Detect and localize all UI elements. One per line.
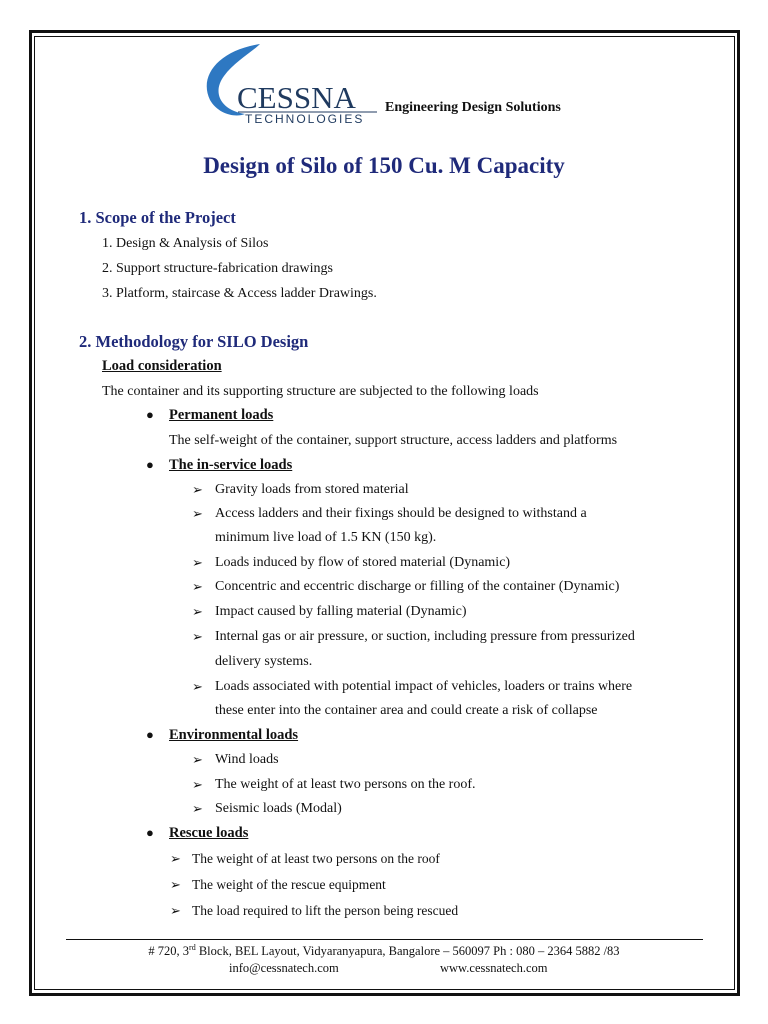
inservice-item: Internal gas or air pressure, or suction, including pressure from pressurized <box>215 629 635 644</box>
bullet-icon: ● <box>146 457 154 472</box>
arrow-bullet-icon: ➢ <box>170 878 181 893</box>
footer-address <box>0 944 768 959</box>
inservice-item: Concentric and eccentric discharge or filling of the container (Dynamic) <box>215 579 620 594</box>
rescue-item: The weight of at least two persons on the roof <box>192 851 440 866</box>
arrow-bullet-icon: ➢ <box>192 580 203 595</box>
footer-divider <box>66 939 703 940</box>
arrow-bullet-icon: ➢ <box>192 483 203 498</box>
section2-heading: 2. Methodology for SILO Design <box>79 332 309 351</box>
inservice-item: Gravity loads from stored material <box>215 482 409 497</box>
environmental-item: The weight of at least two persons on the roof. <box>215 777 476 792</box>
footer-address-sup: rd <box>189 942 196 952</box>
document-title: Design of Silo of 150 Cu. M Capacity <box>203 153 565 178</box>
environmental-item: Wind loads <box>215 752 279 767</box>
permanent-loads-text: The self-weight of the container, support structure, access ladders and platforms <box>169 433 618 448</box>
bullet-icon: ● <box>146 407 154 422</box>
inservice-item-continued: minimum live load of 1.5 KN (150 kg). <box>215 530 437 545</box>
rescue-item: The weight of the rescue equipment <box>192 877 386 892</box>
scope-item: 1. Design & Analysis of Silos <box>102 236 269 251</box>
arrow-bullet-icon: ➢ <box>192 680 203 695</box>
arrow-bullet-icon: ➢ <box>170 852 181 867</box>
intro-text: The container and its supporting structure are subjected to the following loads <box>102 384 539 399</box>
inservice-item: Loads associated with potential impact of vehicles, loaders or trains where <box>215 679 633 694</box>
bullet-icon: ● <box>146 825 154 840</box>
arrow-bullet-icon: ➢ <box>192 605 203 620</box>
footer-address-part: Block, BEL Layout, Vidyaranyapura, Bangalore – 560097 Ph : 080 – 2364 5882 /83 <box>195 944 620 958</box>
cessna-logo <box>190 40 385 130</box>
arrow-bullet-icon: ➢ <box>192 630 203 645</box>
footer-address-part: # 720, 3 <box>148 944 190 958</box>
inservice-item-continued: delivery systems. <box>215 654 313 669</box>
permanent-loads-title: Permanent loads <box>169 407 274 423</box>
logo-sub-text: TECHNOLOGIES <box>245 112 365 126</box>
footer-email[interactable]: info@cessnatech.com <box>229 961 339 975</box>
inservice-item: Loads induced by flow of stored material (Dynamic) <box>215 555 511 570</box>
section1-heading: 1. Scope of the Project <box>79 208 236 227</box>
arrow-bullet-icon: ➢ <box>192 778 203 793</box>
load-consideration-subheading: Load consideration <box>102 358 222 374</box>
arrow-bullet-icon: ➢ <box>192 556 203 571</box>
bullet-icon: ● <box>146 727 154 742</box>
environmental-loads-title: Environmental loads <box>169 727 299 743</box>
arrow-bullet-icon: ➢ <box>192 802 203 817</box>
rescue-item: The load required to lift the person being rescued <box>192 903 459 918</box>
tagline: Engineering Design Solutions <box>385 100 561 115</box>
logo-brand-text: CESSNA <box>237 80 356 115</box>
inservice-loads-title: The in-service loads <box>169 457 293 473</box>
inservice-item-continued: these enter into the container area and could create a risk of collapse <box>215 703 598 718</box>
scope-item: 2. Support structure-fabrication drawings <box>102 261 333 276</box>
arrow-bullet-icon: ➢ <box>192 753 203 768</box>
environmental-item: Seismic loads (Modal) <box>215 801 342 816</box>
rescue-loads-title: Rescue loads <box>169 825 249 841</box>
scope-item: 3. Platform, staircase & Access ladder Drawings. <box>102 286 377 301</box>
inservice-item: Impact caused by falling material (Dynamic) <box>215 604 467 619</box>
arrow-bullet-icon: ➢ <box>192 507 203 522</box>
inservice-item: Access ladders and their fixings should be designed to withstand a <box>215 506 587 521</box>
arrow-bullet-icon: ➢ <box>170 904 181 919</box>
footer-website[interactable]: www.cessnatech.com <box>440 961 548 975</box>
